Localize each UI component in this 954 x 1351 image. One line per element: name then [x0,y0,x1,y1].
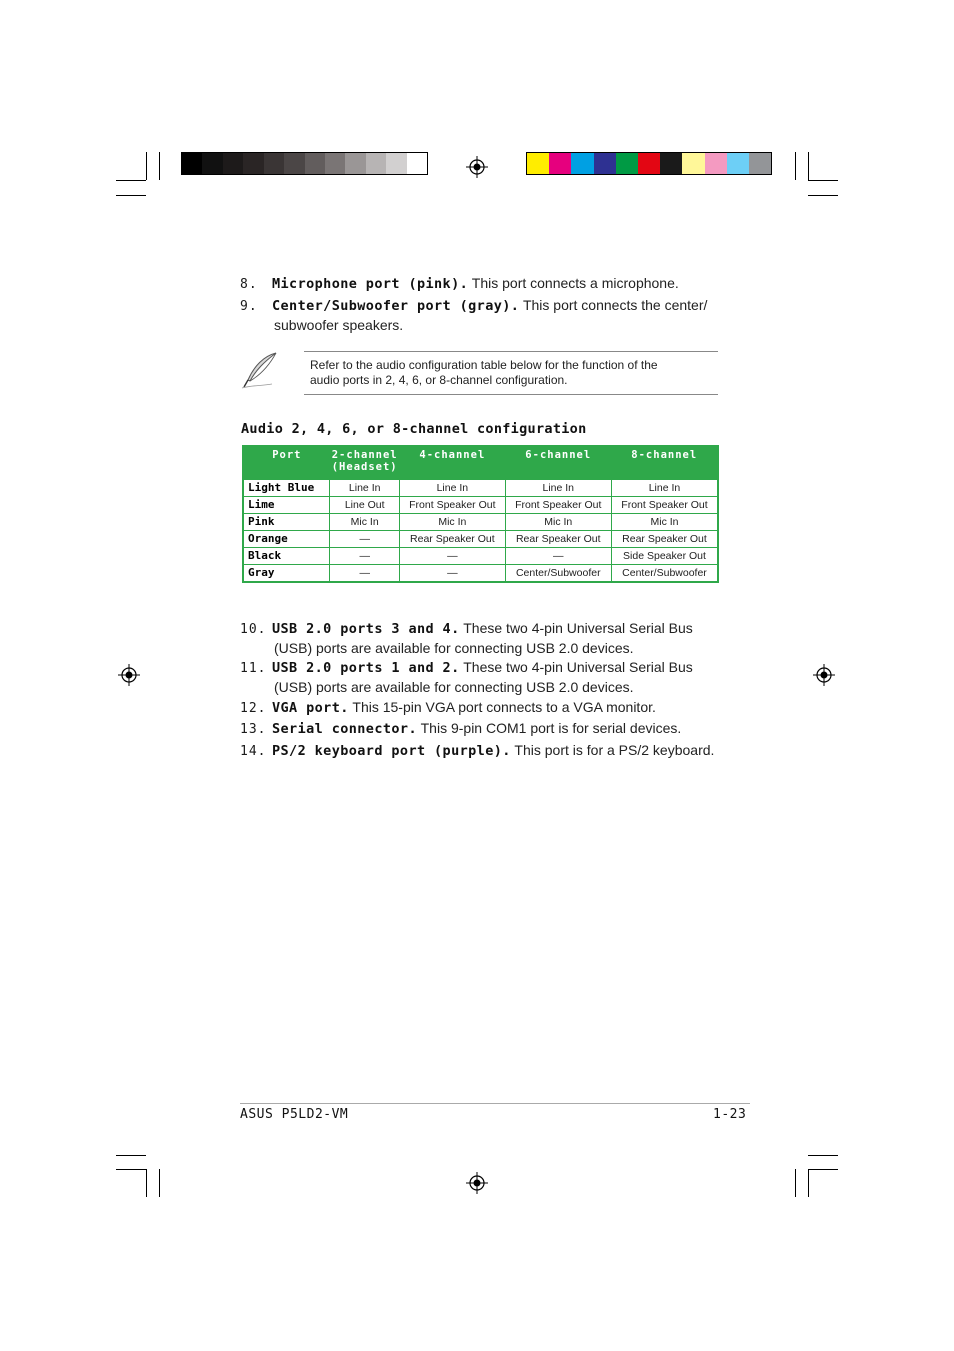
table-row: Light Blue Line In Line In Line In Line In [243,480,718,497]
crop-mark [159,1169,160,1197]
color-swatch [727,153,749,174]
audio-config-table [242,445,719,583]
crop-mark [146,152,147,180]
item-desc: This 15-pin VGA port connects to a VGA monitor. [352,699,656,715]
item-desc: This port is for a PS/2 keyboard. [514,742,715,758]
registration-mark-icon [466,1172,488,1194]
color-swatch [305,153,325,174]
table-row: Lime Line Out Front Speaker Out Front Speaker Out Front Speaker Out [243,497,718,514]
color-swatch [284,153,304,174]
crop-mark [808,1155,838,1156]
crop-mark [116,1169,146,1170]
crop-mark [808,180,838,181]
note-text: Refer to the audio configuration table below for the function of the audio ports in 2, 4, 6, or 8-channel configuration. [310,358,658,387]
color-swatch [616,153,638,174]
list-item-12: 12. VGA port. This 15-pin VGA port connects to a VGA monitor. [240,699,656,716]
crop-mark [795,152,796,180]
color-swatch [264,153,284,174]
header-port: Port [272,449,302,461]
color-swatch [202,153,222,174]
color-swatch [407,153,427,174]
table-row: Orange — Rear Speaker Out Rear Speaker Out Rear Speaker Out [243,531,718,548]
list-item-14: 14. PS/2 keyboard port (purple). This port is for a PS/2 keyboard. [240,742,715,759]
color-swatch [660,153,682,174]
color-swatch [182,153,202,174]
crop-mark [116,195,146,196]
color-swatch [345,153,365,174]
item-lead: Microphone port (pink). [272,276,469,292]
crop-mark [159,152,160,180]
table-row: Black — — — Side Speaker Out [243,548,718,565]
color-swatch [386,153,406,174]
header-6-channel: 6-channel [525,449,592,461]
item-desc: These two 4-pin Universal Serial Bus [463,659,693,675]
color-swatch [243,153,263,174]
color-swatch [366,153,386,174]
registration-mark-icon [118,664,140,686]
color-swatch [638,153,660,174]
table-header-row [243,446,718,480]
crop-mark [116,1155,146,1156]
crop-mark [116,180,146,181]
item-desc: This 9-pin COM1 port is for serial devices. [420,720,682,736]
color-calibration-strip [526,152,772,175]
color-swatch [571,153,593,174]
item-desc: This port connects a microphone. [471,275,679,291]
gray-calibration-strip [181,152,428,175]
table-title: Audio 2, 4, 6, or 8-channel configuration [241,421,587,437]
list-item-11: 11. USB 2.0 ports 1 and 2. These two 4-pin Universal Serial Bus (USB) ports are available for connecting USB 2.0 devices. [240,659,693,695]
footer-divider [240,1103,750,1104]
item-desc-cont: subwoofer speakers. [274,317,404,333]
color-swatch [594,153,616,174]
item-lead: VGA port. [272,700,349,716]
item-lead: Center/Subwoofer port (gray). [272,298,520,314]
item-desc: This port connects the center/ [522,297,708,313]
item-desc-cont: (USB) ports are available for connecting USB 2.0 devices. [274,640,634,656]
color-swatch [527,153,549,174]
crop-mark [808,152,809,180]
header-4-channel: 4-channel [419,449,486,461]
list-item-13: 13. Serial connector. This 9-pin COM1 port is for serial devices. [240,720,682,737]
note-box [304,351,718,395]
list-item-10: 10. USB 2.0 ports 3 and 4. These two 4-pin Universal Serial Bus (USB) ports are available for connecting USB 2.0 devices. [240,620,693,656]
item-desc: These two 4-pin Universal Serial Bus [463,620,693,636]
crop-mark [146,1169,147,1197]
feather-pen-icon [240,350,280,390]
item-lead: USB 2.0 ports 3 and 4. [272,621,460,637]
color-swatch [682,153,704,174]
registration-mark-icon [813,664,835,686]
color-swatch [223,153,243,174]
crop-mark [808,195,838,196]
header-8-channel: 8-channel [631,449,698,461]
footer-product-name: ASUS P5LD2-VM [240,1107,349,1122]
crop-mark [808,1169,809,1197]
list-item-9: 9. Center/Subwoofer port (gray). This port connects the center/ subwoofer speakers. [240,297,708,333]
table-row: Gray — — Center/Subwoofer Center/Subwoofer [243,565,718,583]
crop-mark [808,1169,838,1170]
item-desc-cont: (USB) ports are available for connecting USB 2.0 devices. [274,679,634,695]
color-swatch [705,153,727,174]
registration-mark-icon [466,156,488,178]
color-swatch [549,153,571,174]
item-lead: USB 2.0 ports 1 and 2. [272,660,460,676]
footer-page-number: 1-23 [713,1107,747,1122]
crop-mark [795,1169,796,1197]
item-lead: PS/2 keyboard port (purple). [272,743,511,759]
list-item-8: 8. Microphone port (pink). This port connects a microphone. [240,275,679,292]
table-row: Pink Mic In Mic In Mic In Mic In [243,514,718,531]
color-swatch [749,153,771,174]
item-lead: Serial connector. [272,721,417,737]
color-swatch [325,153,345,174]
header-2-channel: 2-channel (Headset) [331,449,398,473]
